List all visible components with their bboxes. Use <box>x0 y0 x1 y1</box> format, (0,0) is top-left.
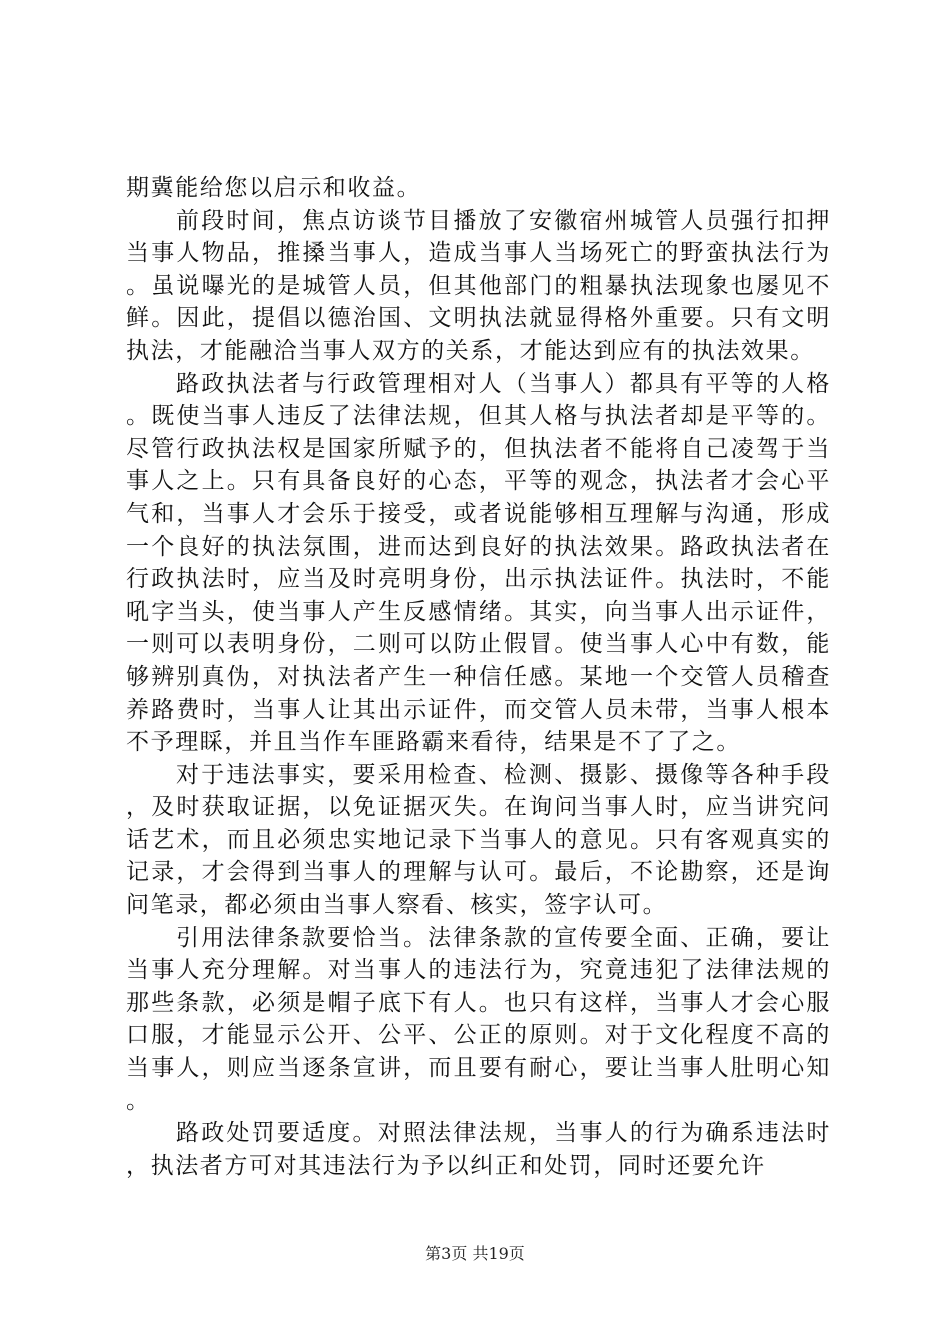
paragraph-6: 路政处罚要适度。对照法律法规，当事人的行为确系违法时，执法者方可对其违法行为予以纠正和处罚，同时还要允许 <box>126 1120 831 1179</box>
paragraph-4: 对于违法事实，要采用检查、检测、摄影、摄像等各种手段，及时获取证据，以免证据灭失。在询问当事人时，应当讲究问话艺术，而且必须忠实地记录下当事人的意见。只有客观真实的记录，才会得到当事人的理解与认可。最后，不论勘察，还是询问笔录，都必须由当事人察看、核实，签字认可。 <box>126 761 831 919</box>
paragraph-5: 引用法律条款要恰当。法律条款的宣传要全面、正确，要让当事人充分理解。对当事人的违法行为，究竟违犯了法律法规的那些条款，必须是帽子底下有人。也只有这样，当事人才会心服口服，才能显示公开、公平、公正的原则。对于文化程度不高的当事人，则应当逐条宣讲，而且要有耐心，要让当事人肚明心知。 <box>126 924 831 1114</box>
page-footer: 第3页 共19页 <box>425 1244 525 1263</box>
paragraph-3: 路政执法者与行政管理相对人（当事人）都具有平等的人格。既使当事人违反了法律法规，但其人格与执法者却是平等的。尽管行政执法权是国家所赋予的，但执法者不能将自己凌驾于当事人之上。只有具备良好的心态，平等的观念，执法者才会心平气和，当事人才会乐于接受，或者说能够相互理解与沟通，形成一个良好的执法氛围，进而达到良好的执法效果。路政执法者在行政执法时，应当及时亮明身份，出示执法证件。执法时，不能吼字当头，使当事人产生反感情绪。其实，向当事人出示证件，一则可以表明身份，二则可以防止假冒。使当事人心中有数，能够辨别真伪，对执法者产生一种信任感。某地一个交管人员稽查养路费时，当事人让其出示证件，而交管人员未带，当事人根本不予理睬，并且当作车匪路霸来看待，结果是不了了之。 <box>126 370 831 756</box>
paragraph-1: 期冀能给您以启示和收益。 <box>126 175 422 201</box>
body-text <box>126 172 831 1182</box>
paragraph-2: 前段时间，焦点访谈节目播放了安徽宿州城管人员强行扣押当事人物品，推搡当事人，造成当事人当场死亡的野蛮执法行为。虽说曝光的是城管人员，但其他部门的粗暴执法现象也屡见不鲜。因此，提倡以德治国、文明执法就显得格外重要。只有文明执法，才能融洽当事人双方的关系，才能达到应有的执法效果。 <box>126 207 831 364</box>
